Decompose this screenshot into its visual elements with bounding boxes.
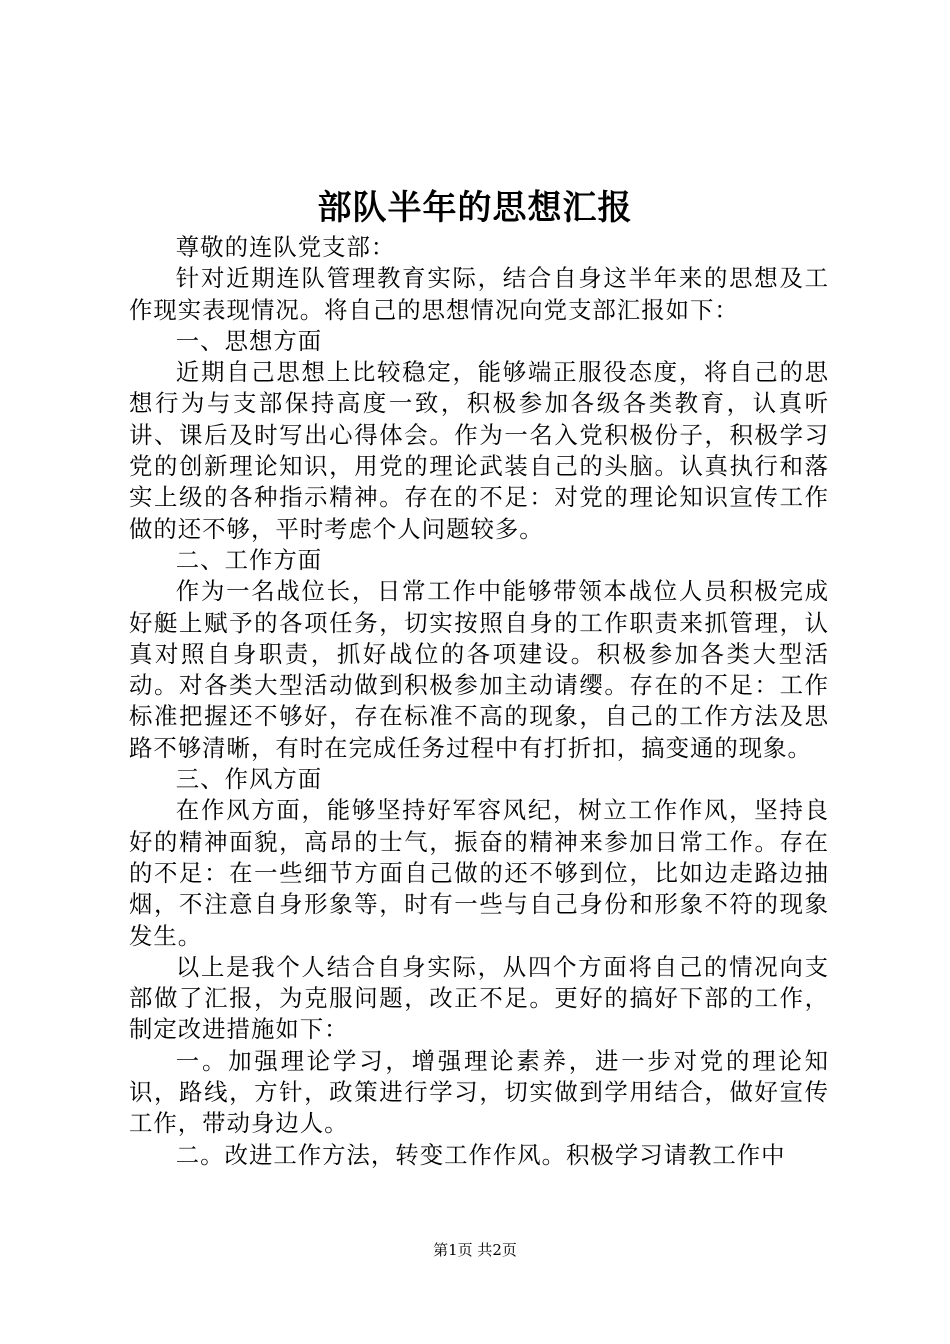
paragraph-thought: 近期自己思想上比较稳定，能够端正服役态度，将自己的思想行为与支部保持高度一致，积极参加各级各类教育，认真听讲、课后及时写出心得体会。作为一名入党积极份子，积极学习党的创新理论知识，用党的理论武装自己的头脑。认真执行和落实上级的各种指示精神。存在的不足：对党的理论知识宣传工作做的还不够，平时考虑个人问题较多。 <box>129 358 829 543</box>
section-heading-work: 二、工作方面 <box>175 545 323 574</box>
section-heading-style: 三、作风方面 <box>175 765 323 794</box>
section-heading-thought: 一、思想方面 <box>175 326 323 355</box>
paragraph-summary: 以上是我个人结合自身实际，从四个方面将自己的情况向支部做了汇报，为克服问题，改正不足。更好的搞好下部的工作，制定改进措施如下： <box>129 952 829 1044</box>
document-body <box>129 232 829 1171</box>
paragraph-intro: 针对近期连队管理教育实际，结合自身这半年来的思想及工作现实表现情况。将自己的思想情况向党支部汇报如下： <box>129 264 829 324</box>
measure-item-1: 一。加强理论学习，增强理论素养，进一步对党的理论知识，路线，方针，政策进行学习，切实做到学用结合，做好宣传工作，带动身边人。 <box>129 1046 829 1138</box>
measure-item-2: 二。改进工作方法，转变工作作风。积极学习请教工作中 <box>175 1140 786 1169</box>
document-title: 部队半年的思想汇报 <box>317 188 633 228</box>
salutation: 尊敬的连队党支部： <box>175 233 396 261</box>
paragraph-style: 在作风方面，能够坚持好军容风纪，树立工作作风，坚持良好的精神面貌，高昂的士气，振奋的精神来参加日常工作。存在的不足：在一些细节方面自己做的还不够到位，比如边走路边抽烟，不注意自身形象等，时有一些与自己身份和形象不符的现象发生。 <box>129 796 829 950</box>
paragraph-work: 作为一名战位长，日常工作中能够带领本战位人员积极完成好艇上赋予的各项任务，切实按照自身的工作职责来抓管理，认真对照自身职责，抓好战位的各项建设。积极参加各类大型活动。对各类大型活动做到积极参加主动请缨。存在的不足：工作标准把握还不够好，存在标准不高的现象，自己的工作方法及思路不够清晰，有时在完成任务过程中有打折扣，搞变通的现象。 <box>129 577 829 762</box>
page-footer: 第1页 共2页 <box>433 1241 517 1259</box>
